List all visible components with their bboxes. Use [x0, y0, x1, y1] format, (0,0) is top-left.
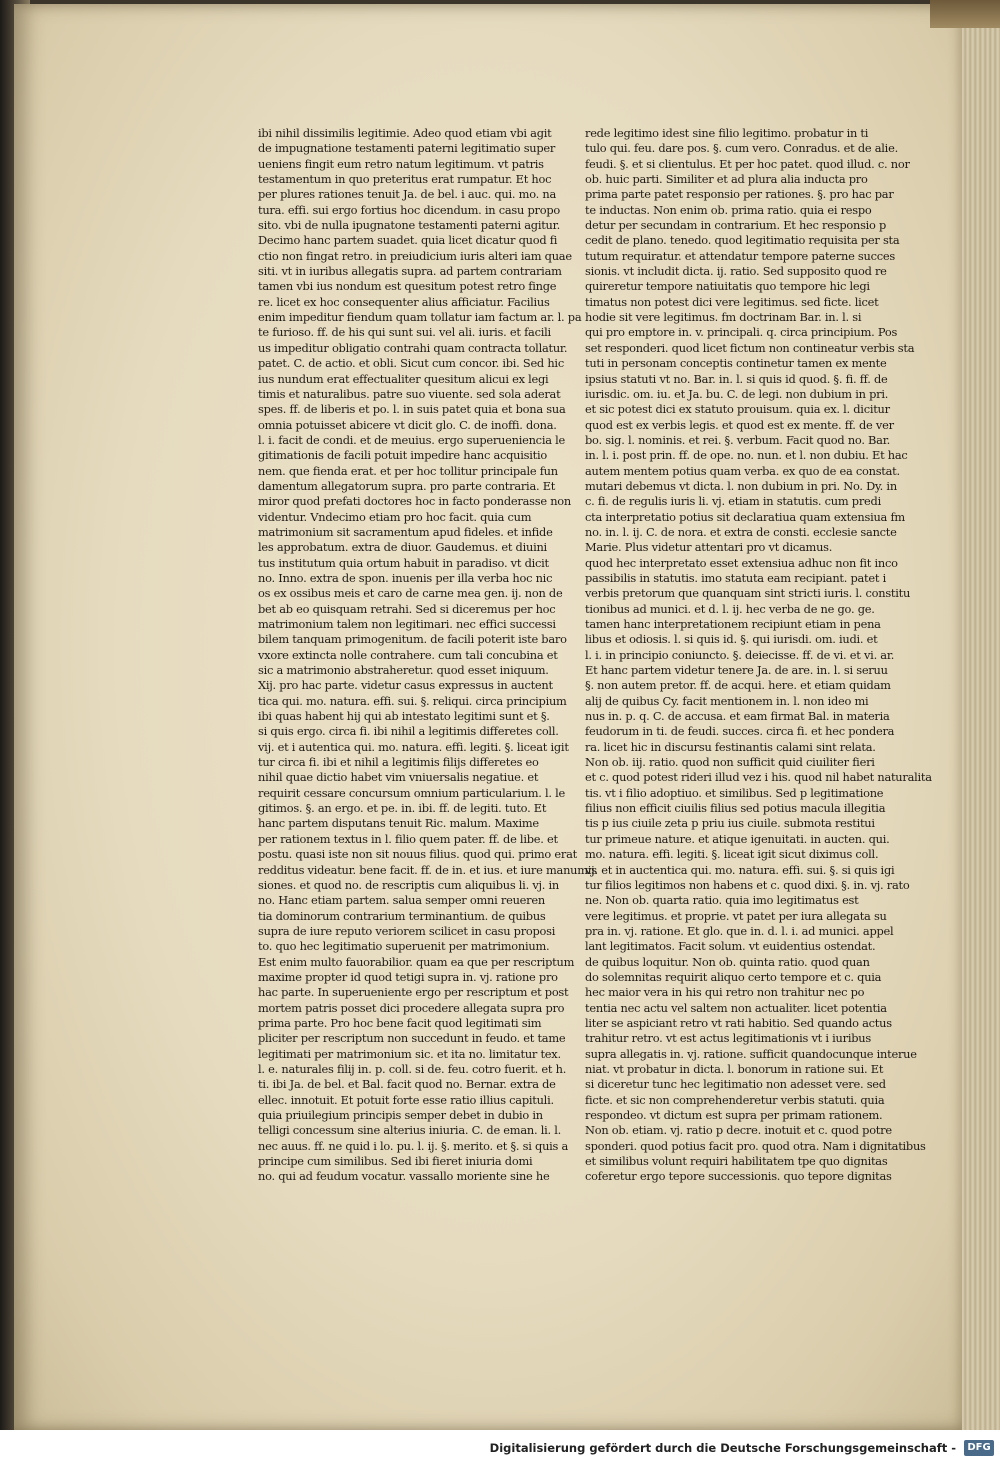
text-line: respondeo. vt dictum est supra per primam rationem.	[585, 1108, 883, 1122]
text-line: tis p ius ciuile zeta p priu ius ciuile. submota restitui	[585, 816, 875, 831]
text-line: vij. et i autentica qui. mo. natura. effi. legiti. §. liceat igit	[258, 739, 569, 754]
text-line: bo. sig. l. nominis. et rei. §. verbum. Facit quod no. Bar.	[585, 432, 891, 447]
text-line: videntur. Vndecimo etiam pro hoc facit. quia cum	[258, 509, 532, 524]
cover-edge	[930, 0, 1000, 28]
text-line: do solemnitas requirit aliquo certo tempore et c. quia	[585, 969, 882, 984]
text-line: per plures rationes tenuit Ja. de bel. i auc. qui. mo. na	[258, 187, 556, 202]
text-line: gitimationis de facili potuit impedire hanc acquisitio	[258, 448, 547, 463]
text-line: l. e. naturales filij in. p. coll. si de. feu. cotro fuerit. et h.	[258, 1061, 567, 1076]
text-line: ob. huic parti. Similiter et ad plura alia inducta pro	[585, 172, 868, 187]
text-line: ctio non fingat retro. in preiudicium iuris alteri iam quae	[258, 248, 572, 263]
text-line: autem mentem potius quam verba. ex quo de ea constat.	[585, 463, 900, 478]
text-line: testamentum in quo preteritus erat rumpatur. Et hoc	[258, 172, 552, 187]
text-line: siones. et quod no. de rescriptis cum aliquibus li. vj. in	[258, 877, 560, 892]
text-line: les approbatum. extra de diuor. Gaudemus. et diuini	[258, 540, 547, 555]
text-line: libus et odiosis. l. si quis id. §. qui iurisdi. om. iudi. et	[585, 632, 878, 647]
text-line: gitimos. §. an ergo. et pe. in. ibi. ff. de legiti. tuto. Et	[258, 801, 547, 816]
text-line: tionibus ad munici. et d. l. ij. hec verba de ne go. ge.	[585, 601, 875, 616]
text-line: tura. effi. sui ergo fortius hoc dicendum. in casu propo	[258, 202, 560, 217]
text-line: damentum allegatorum supra. pro parte contraria. Et	[258, 478, 556, 493]
text-line: per rationem textus in l. filio quem pater. ff. de libe. et	[258, 831, 558, 846]
text-line: Est enim multo fauorabilior. quam ea que per rescriptum	[258, 954, 575, 969]
text-line: cta interpretatio potius sit declaratiua quam extensiua fm	[585, 509, 905, 524]
text-line: ra. licet hic in discursu festinantis calami sint relata.	[585, 739, 876, 754]
text-line: feudorum in ti. de feudi. succes. circa fi. et hec pondera	[585, 724, 895, 739]
text-line: et similibus volunt requiri habilitatem tpe quo dignitas	[585, 1154, 888, 1169]
text-line: tuti in personam conceptis continetur tamen ex mente	[585, 356, 887, 371]
text-line: tis. vt i filio adoptiuo. et similibus. Sed p legitimatione	[585, 785, 884, 800]
text-line: re. licet ex hoc consequenter alius afficiatur. Facilius	[258, 294, 550, 309]
text-line: postu. quasi iste non sit nouus filius. quod qui. primo erat	[258, 847, 577, 862]
text-line: alij de quibus Cy. facit mentionem in. l. non ideo mi	[585, 693, 869, 708]
text-line: redditus videatur. bene facit. ff. de in. et ius. et iure manumis	[258, 862, 597, 877]
text-line: supra de iure reputo veriorem scilicet in casu proposi	[258, 923, 556, 938]
text-line: tutum requiratur. et attendatur tempore paterne succes	[585, 248, 895, 263]
text-line: trahitur retro. vt est actus legitimationis vt i iuribus	[585, 1031, 871, 1046]
text-line: sionis. vt includit dicta. ij. ratio. Sed supposito quod re	[585, 264, 887, 279]
text-line: te inductas. Non enim ob. prima ratio. quia ei respo	[585, 202, 872, 217]
text-line: no. Hanc etiam partem. salua semper omni reueren	[258, 893, 545, 908]
text-line: timis et naturalibus. patre suo viuente. sed sola aderat	[258, 386, 561, 401]
text-line: tamen vbi ius nondum est quesitum potest retro finge	[258, 279, 557, 294]
text-line: mutari debemus vt dicta. l. non dubium in pri. No. Dy. in	[585, 478, 897, 493]
text-line: et sic potest dici ex statuto prouisum. quia ex. l. dicitur	[585, 402, 890, 417]
text-line: supra allegatis in. vj. ratione. sufficit quandocunque interue	[585, 1046, 917, 1061]
text-line: nem. que fienda erat. et per hoc tollitur principale fun	[258, 463, 558, 478]
text-line: matrimonium talem non legitimari. nec effici successi	[258, 617, 556, 631]
text-line: quod hec interpretato esset extensiua adhuc non fit inco	[585, 555, 898, 570]
text-line: legitimati per matrimonium sic. et ita no. limitatur tex.	[258, 1046, 561, 1061]
text-line: nihil quae dictio habet vim vniuersalis negatiue. et	[258, 770, 539, 785]
text-line: tentia nec actu vel saltem non actualiter. licet potentia	[585, 1000, 887, 1015]
text-line: te furioso. ff. de his qui sunt sui. vel ali. iuris. et facili	[258, 325, 551, 340]
text-line: prima parte patet responsio per rationes. §. pro hac par	[585, 187, 894, 202]
text-line: mo. natura. effi. legiti. §. liceat igit sicut diximus coll.	[585, 847, 879, 862]
text-line: hanc partem disputans tenuit Ric. malum. Maxime	[258, 816, 539, 831]
text-line: tamen hanc interpretationem recipiunt etiam in pena	[585, 617, 881, 631]
text-line: niat. vt probatur in dicta. l. bonorum in ratione sui. Et	[585, 1061, 884, 1076]
text-line: quireretur tempore natiuitatis quo tempore hic legi	[585, 279, 870, 294]
text-line: omnia potuisset abicere vt dicit glo. C. de inoffi. dona.	[258, 417, 557, 432]
text-line: c. fi. de regulis iuris li. vj. etiam in statutis. cum predi	[585, 494, 881, 509]
text-line: l. i. facit de condi. et de meuius. ergo superueniencia le	[258, 432, 566, 447]
text-line: pliciter per rescriptum non succedunt in feudo. et tame	[258, 1031, 566, 1046]
text-line: nec auus. ff. ne quid i lo. pu. l. ij. §. merito. et §. si quis a	[258, 1138, 569, 1153]
text-line: mortem patris posset dici procedere allegata supra pro	[258, 1000, 565, 1015]
text-line: ipsius statuti vt no. Bar. in. l. si quis id quod. §. fi. ff. de	[585, 371, 888, 386]
right-text-column	[585, 126, 932, 1185]
text-line: de impugnatione testamenti paterni legitimatio super	[258, 141, 556, 156]
text-line: bilem tanquam primogenitum. de facili poterit iste baro	[258, 632, 567, 647]
text-line: ne. Non ob. quarta ratio. quia imo legitimatus est	[585, 893, 859, 908]
text-line: hodie sit vere legitimus. fm doctrinam Bar. in. l. si	[585, 310, 862, 325]
text-line: sito. vbi de nulla ipugnatone testamenti paterni agitur.	[258, 218, 560, 233]
text-line: prima parte. Pro hoc bene facit quod legitimati sim	[258, 1015, 542, 1030]
text-line: requirit cessare concursum omnium particularium. l. le	[258, 785, 566, 800]
text-line: §. non autem pretor. ff. de acqui. here. et etiam quidam	[585, 678, 891, 693]
text-line: pra in. vj. ratione. Et glo. que in. d. l. i. ad munici. appel	[585, 923, 894, 938]
dfg-logo: DFG	[964, 1440, 994, 1456]
text-line: Decimo hanc partem suadet. quia licet dicatur quod fi	[258, 233, 558, 248]
text-line: Et hanc partem videtur tenere Ja. de are. in. l. si seruu	[585, 663, 888, 678]
text-line: to. quo hec legitimatio superuenit per matrimonium.	[258, 939, 550, 954]
funding-notice: Digitalisierung gefördert durch die Deutsche Forschungsgemeinschaft -	[489, 1441, 956, 1455]
text-line: set responderi. quod licet fictum non contineatur verbis sta	[585, 340, 915, 355]
text-line: matrimonium sit sacramentum apud fideles. et infide	[258, 524, 553, 539]
text-line: tur filios legitimos non habens et c. quod dixi. §. in. vj. rato	[585, 877, 910, 892]
text-line: ibi quas habent hij qui ab intestato legitimi sunt et §.	[258, 709, 550, 724]
text-line: ueniens fingit eum retro natum legitimum. vt patris	[258, 156, 544, 171]
text-line: enim impeditur fiendum quam tollatur iam factum ar. l. pa	[258, 310, 582, 325]
text-line: hec maior vera in his qui retro non trahitur nec po	[585, 985, 865, 1000]
text-line: maxime propter id quod tetigi supra in. vj. ratione pro	[258, 969, 558, 984]
text-line: tur circa fi. ibi et nihil a legitimis filijs differetes eo	[258, 755, 539, 770]
text-line: us impeditur obligatio contrahi quam contracta tollatur.	[258, 340, 568, 355]
text-line: no. qui ad feudum vocatur. vassallo moriente sine he	[258, 1169, 550, 1184]
text-line: bet ab eo quisquam retrahi. Sed si diceremus per hoc	[258, 601, 556, 616]
text-line: sponderi. quod potius facit pro. quod otra. Nam i dignitatibus	[585, 1138, 926, 1153]
text-line: principe cum similibus. Sed ibi fieret iniuria domi	[258, 1154, 533, 1169]
text-line: tus institutum quia ortum habuit in paradiso. vt dicit	[258, 555, 549, 570]
text-line: si quis ergo. circa fi. ibi nihil a legitimis differetes coll.	[258, 724, 559, 739]
text-line: in. l. i. post prin. ff. de ope. no. nun. et l. non dubiu. Et hac	[585, 448, 908, 463]
text-line: Xij. pro hac parte. videtur casus expressus in auctent	[258, 678, 553, 693]
text-line: coferetur ergo tepore successionis. quo tepore dignitas	[585, 1169, 892, 1184]
text-line: vere legitimus. et proprie. vt patet per iura allegata su	[585, 908, 887, 923]
text-line: ius nundum erat effectualiter quesitum alicui ex legi	[258, 371, 549, 386]
text-line: l. i. in principio coniuncto. §. deiecisse. ff. de vi. et vi. ar.	[585, 647, 895, 662]
text-line: tica qui. mo. natura. effi. sui. §. reliqui. circa principium	[258, 693, 567, 708]
text-line: cedit de plano. tenedo. quod legitimatio requisita per sta	[585, 233, 900, 248]
text-line: tulo qui. feu. dare pos. §. cum vero. Conradus. et de alie.	[585, 141, 898, 156]
left-text-column	[258, 126, 597, 1185]
text-line: patet. C. de actio. et obli. Sicut cum concor. ibi. Sed hic	[258, 356, 564, 371]
text-line: tia dominorum contrarium terminantium. de quibus	[258, 908, 546, 923]
text-line: liter se aspiciant retro vt rati habitio. Sed quando actus	[585, 1015, 892, 1030]
text-line: vxore extincta nolle contrahere. cum tali concubina et	[258, 647, 558, 662]
text-line: spes. ff. de liberis et po. l. in suis patet quia et bona sua	[258, 402, 566, 417]
text-line: os ex ossibus meis et caro de carne mea gen. ij. non de	[258, 586, 563, 601]
text-line: sic a matrimonio abstraheretur. quod esset iniquum.	[258, 663, 549, 678]
text-line: hac parte. In superueniente ergo per rescriptum et post	[258, 985, 569, 1000]
text-line: qui pro emptore in. v. principali. q. circa principium. Pos	[585, 325, 898, 340]
text-line: lant legitimatos. Facit solum. vt euidentius ostendat.	[585, 939, 876, 954]
text-line: timatus non potest dici vere legitimus. sed ficte. licet	[585, 294, 879, 309]
text-line: et c. quod potest rideri illud vez i his. quod nil habet naturalita	[585, 770, 932, 785]
text-line: passibilis in statutis. imo statuta eam recipiant. patet i	[585, 570, 886, 585]
text-line: detur per secundam in contrarium. Et hec responsio p	[585, 218, 887, 233]
text-line: Non ob. iij. ratio. quod non sufficit quid ciuiliter fieri	[585, 755, 875, 770]
text-line: ficte. et sic non comprehenderetur verbis statuti. quia	[585, 1092, 885, 1107]
text-line: no. Inno. extra de spon. inuenis per illa verba hoc nic	[258, 570, 553, 585]
text-line: tur primeue nature. et atique igenuitati. in aucten. qui.	[585, 831, 890, 846]
text-line: de quibus loquitur. Non ob. quinta ratio. quod quan	[585, 954, 870, 969]
text-line: quod est ex verbis legis. et quod est ex mente. ff. de ver	[585, 417, 894, 432]
text-line: ibi nihil dissimilis legitimie. Adeo quod etiam vbi agit	[258, 126, 552, 140]
page-edges	[962, 0, 1000, 1430]
text-line: Marie. Plus videtur attentari pro vt dicamus.	[585, 540, 833, 555]
text-line: miror quod prefati doctores hoc in facto ponderasse non	[258, 494, 571, 509]
text-line: nus in. p. q. C. de accusa. et eam firmat Bal. in materia	[585, 709, 890, 724]
text-line: siti. vt in iuribus allegatis supra. ad partem contrariam	[258, 264, 562, 279]
text-line: no. in. l. ij. C. de nora. et extra de consti. ecclesie sancte	[585, 524, 897, 539]
text-line: filius non efficit ciuilis filius sed potius macula illegitia	[585, 801, 886, 816]
text-line: feudi. §. et si clientulus. Et per hoc patet. quod illud. c. nor	[585, 156, 910, 171]
text-line: verbis pretorum que quanquam sint stricti iuris. l. constitu	[585, 586, 911, 601]
text-line: vj. et in auctentica qui. mo. natura. effi. sui. §. si quis igi	[585, 862, 895, 877]
text-line: si diceretur tunc hec legitimatio non adesset vere. sed	[585, 1077, 886, 1092]
text-line: quia priuilegium principis semper debet in dubio in	[258, 1108, 543, 1122]
text-line: ellec. innotuit. Et potuit forte esse ratio illius capituli.	[258, 1092, 554, 1107]
text-line: telligi concessum sine alterius iniuria. C. de eman. li. l.	[258, 1123, 562, 1138]
text-line: iurisdic. om. iu. et Ja. bu. C. de legi. non dubium in pri.	[585, 386, 889, 401]
text-line: rede legitimo idest sine filio legitimo. probatur in ti	[585, 126, 869, 140]
text-line: ti. ibi Ja. de bel. et Bal. facit quod no. Bernar. extra de	[258, 1077, 556, 1092]
text-line: Non ob. etiam. vj. ratio p decre. inotuit et c. quod potre	[585, 1123, 892, 1138]
